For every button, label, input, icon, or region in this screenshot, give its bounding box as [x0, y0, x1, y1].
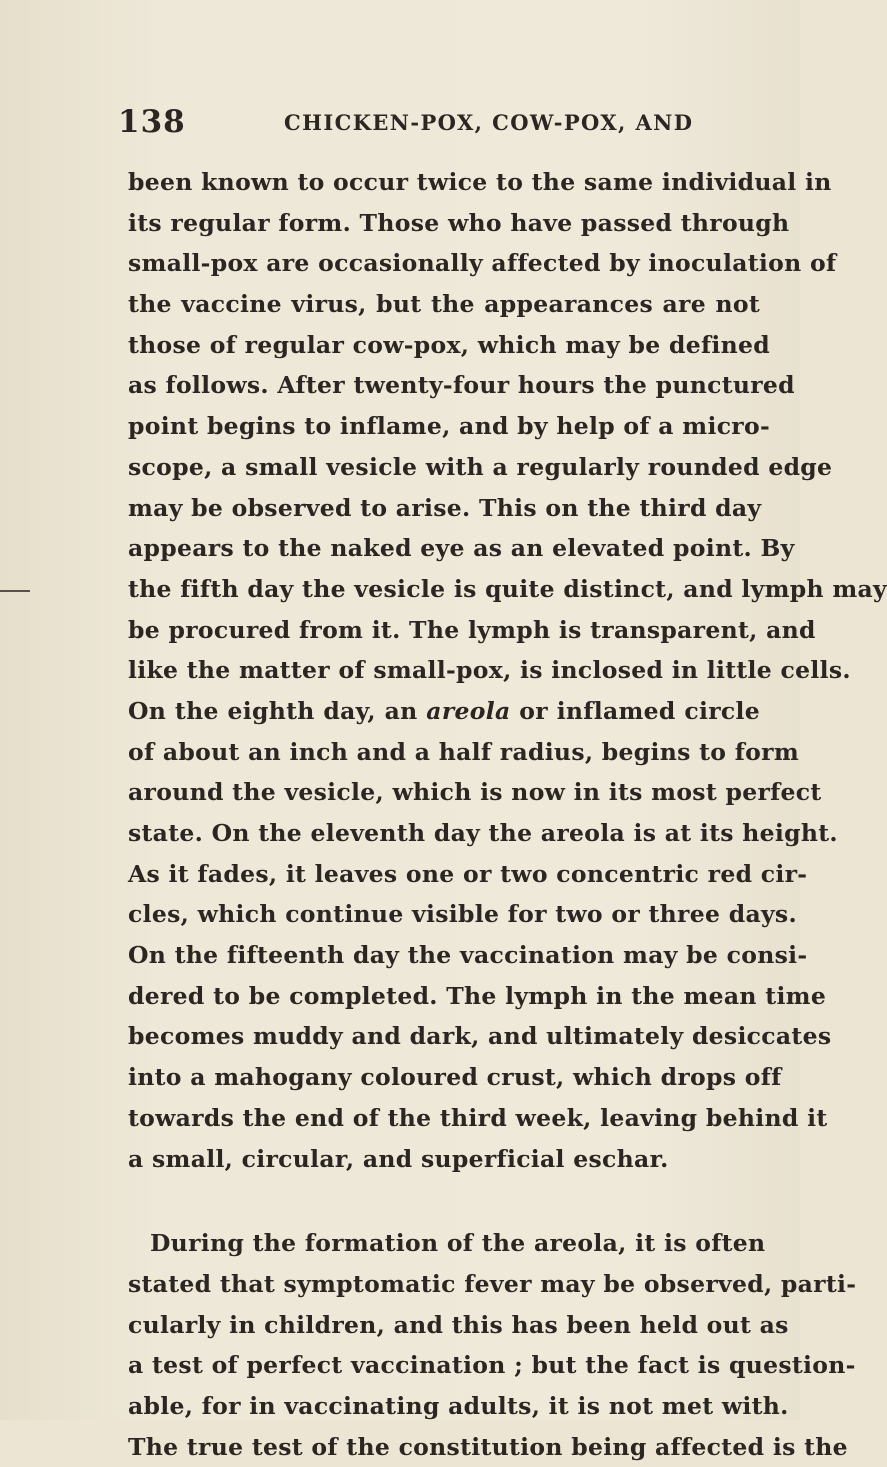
text-line: a small, circular, and superficial eschar. [128, 1144, 669, 1173]
margin-mark [0, 590, 30, 592]
text-line: point begins to inflame, and by help of a micro- [128, 412, 771, 441]
text-line: the fifth day the vesicle is quite distinct, and lymph may [128, 574, 887, 603]
text-line: be procured from it. The lymph is transparent, and [128, 615, 816, 644]
text-line: able, for in vaccinating adults, it is not met with. [128, 1391, 789, 1420]
paragraph-2 [128, 1223, 857, 1467]
body-text [128, 162, 887, 1467]
text-line: those of regular cow-pox, which may be defined [128, 330, 770, 359]
text-line: small-pox are occasionally affected by inoculation of [128, 249, 837, 278]
text-line: stated that symptomatic fever may be observed, parti- [128, 1269, 857, 1298]
text-line: of about an inch and a half radius, begins to form [128, 737, 799, 766]
text-line: scope, a small vesicle with a regularly rounded edge [128, 452, 833, 481]
text-line: towards the end of the third week, leaving behind it [128, 1103, 828, 1132]
text-line: around the vesicle, which is now in its most perfect [128, 778, 822, 807]
running-head: CHICKEN-POX, COW-POX, AND [284, 110, 694, 135]
text-line: dered to be completed. The lymph in the mean time [128, 981, 827, 1010]
text-line: may be observed to arise. This on the third day [128, 493, 762, 522]
text-line: a test of perfect vaccination ; but the fact is question- [128, 1351, 856, 1380]
text-line: cularly in children, and this has been held out as [128, 1310, 789, 1339]
text-line: As it fades, it leaves one or two concentric red cir- [128, 859, 808, 888]
italic-term: areola [426, 696, 511, 725]
text-line: into a mahogany coloured crust, which drops off [128, 1063, 782, 1092]
text-line: the vaccine virus, but the appearances are not [128, 290, 760, 319]
page-header [118, 104, 758, 144]
paragraph-1 [128, 162, 887, 1179]
text-line: been known to occur twice to the same individual in [128, 168, 832, 196]
text-line: like the matter of small-pox, is inclosed in little cells. [128, 656, 851, 685]
text-line: The true test of the constitution being affected is the [128, 1432, 848, 1461]
text-line: During the formation of the areola, it is often [150, 1229, 766, 1258]
text-line: as follows. After twenty-four hours the punctured [128, 371, 795, 400]
text-line: state. On the eleventh day the areola is at its height. [128, 819, 838, 847]
text-line: becomes muddy and dark, and ultimately desiccates [128, 1022, 832, 1051]
text-line: its regular form. Those who have passed through [128, 208, 790, 237]
text-line: On the eighth day, an areola or inflamed circle [128, 696, 760, 725]
page-number: 138 [118, 104, 186, 140]
text-line: appears to the naked eye as an elevated point. By [128, 534, 795, 563]
text-line: On the fifteenth day the vaccination may be consi- [128, 941, 808, 970]
text-line: cles, which continue visible for two or three days. [128, 900, 797, 929]
paragraph-gap [128, 1179, 760, 1223]
